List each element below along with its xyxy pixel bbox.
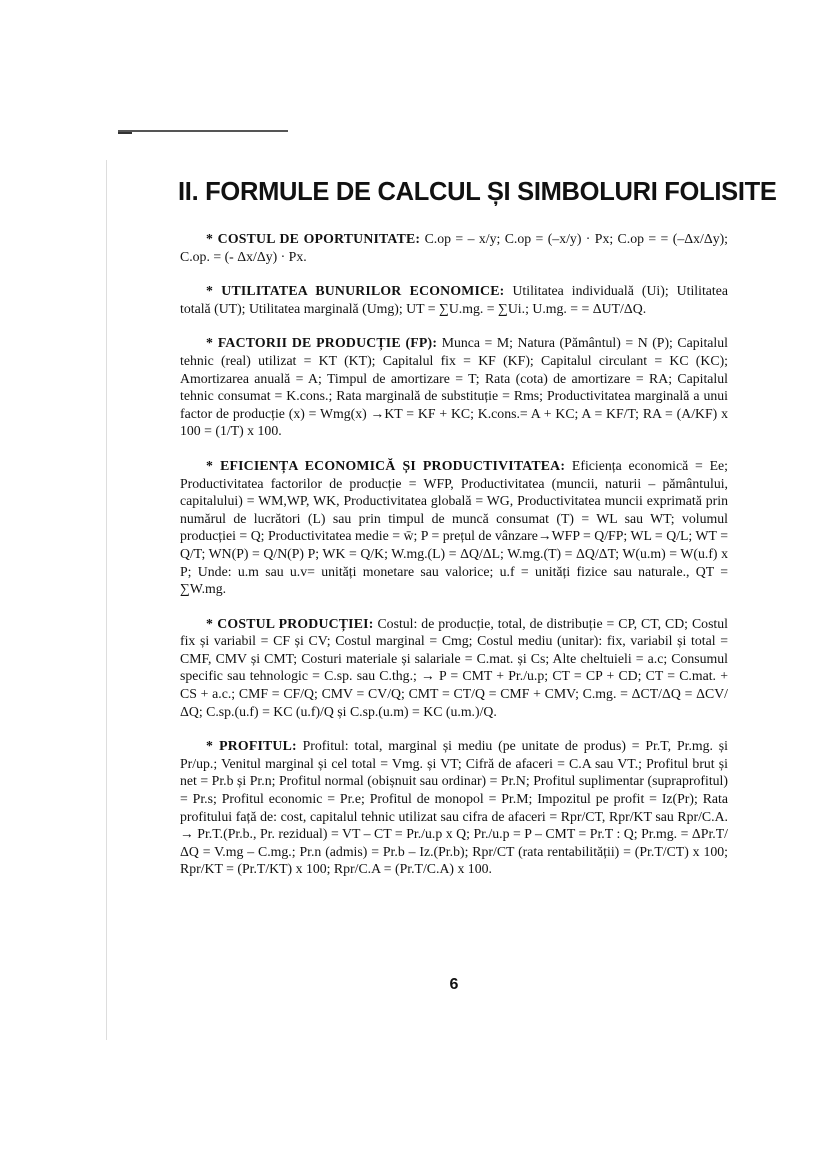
section-text: Munca = M; Natura (Pământul) = N (P); Capitalul tehnic (real) utilizat = KT (KT); Capitalul fix = KF (KF); Capitalul circulant = KC (KC); Amortizarea anuală = A; Timpul de amortizare = T; Rata (cota) de amortizare = RA; Capitalul tehnic consumat = K.cons.; Rata marginală de substituție = Rms; Productivitatea marginală a unui factor de producție (x) = Wmg(x) →KT = KF + KC; K.cons.= A + KC; A = KF/T; RA = (A/KF) x 100 = (1/T) x 100.: [180, 335, 728, 439]
section-heading: * COSTUL DE OPORTUNITATE:: [206, 231, 421, 246]
page-number: 6: [449, 976, 459, 993]
section-text: Eficiența economică = Ee; Productivitatea factorilor de producție = WFP, Productivitatea (muncii, naturii – pământului, capitalului) = WM,WP, WK, Productivitatea globală = WG, Productivitatea muncii exprimată prin numărul de lucrători (L) sau prin timpul de muncă consumat (T) = WL sau WT; volumul producției = Q; Productivitatea medie = w̄; P = prețul de vânzare→WFP = Q/FP; WL = Q/L; WT = Q/T; WN(P) = Q/N(P) P; WK = Q/K; W.mg.(L) = ΔQ/ΔL; W.mg.(T) = ΔQ/ΔT; W(u.m) = W(u.f) x P; Unde: u.m sau u.v= unități monetare sau valorice; u.f = unități fizice sau naturale., QT = ∑W.mg.: [180, 457, 729, 597]
scan-edge-mark: [118, 130, 288, 132]
section-heading: * PROFITUL:: [206, 738, 297, 754]
section-text: Costul: de producție, total, de distribuție = CP, CT, CD; Costul fix și variabil = CF și CV; Costul marginal = Cmg; Costul mediu (unitar): fix, variabil și total = CMF, CMV și CMT; Costuri materiale și salariale = C.mat. și Cs; Alte cheltuieli = a.c; Consumul specific sau tehnologic = C.sp. sau C.thg.; → P = CMT + Pr./u.p; CT = CP + CD; CT = C.mat. + CS + a.c.; CMF = CF/Q; CMV = CV/Q; CMT = CT/Q = CMF + CMV; C.mg. = ΔCT/ΔQ = ΔCV/ΔQ; C.sp.(u.f) = KC (u.f)/Q și C.sp.(u.m) = KC (u.m.)/Q.: [180, 615, 729, 719]
section-heading: * FACTORII DE PRODUCȚIE (FP):: [206, 335, 438, 351]
section-efficiency: [180, 457, 728, 598]
document-body: [180, 230, 728, 895]
section-text: C.op = – x/y; C.op = (–x/y) · Px; C.op = = (–Δx/Δy); C.op. = (- Δx/Δy) · Px.: [180, 231, 729, 264]
section-text: Profitul: total, marginal și mediu (pe unitate de produs) = Pr.T, Pr.mg. și Pr/up.; Venitul marginal și cel total = Vmg. și VT; Cifră de afaceri = C.A sau VT.; Profitul brut și net = Pr.b și Pr.n; Profitul normal (obișnuit sau ordinar) = Pr.N; Profitul suplimentar (supraprofitul) = Pr.s; Profitul economic = Pr.e; Profitul de monopol = Pr.M; Impozitul pe profit = Iz(Pr); Rata profitului față de: cost, capitalul tehnic utilizat sau cifra de afaceri = Rpr/CT, Rpr/KT sau Rpr/C.A. → Pr.T.(Pr.b., Pr. rezidual) = VT – CT = Pr./u.p x Q; Pr./u.p = P – CMT = Pr.T : Q; Pr.mg. = ΔPr.T/ΔQ = V.mg – C.mg.; Pr.n (admis) = Pr.b – Iz.(Pr.b); Rpr/CT (rata rentabilității) = (Pr.T/CT) x 100; Rpr/KT = (Pr.T/KT) x 100; Rpr/C.A = (Pr.T/C.A) x 100.: [180, 738, 728, 877]
page-edge-line: [106, 160, 107, 1040]
page-title: II. FORMULE DE CALCUL ȘI SIMBOLURI FOLISITE: [178, 178, 777, 206]
section-heading: * EFICIENȚA ECONOMICĂ ȘI PRODUCTIVITATEA:: [206, 457, 566, 473]
section-opportunity-cost: [180, 230, 728, 265]
section-utility: [180, 282, 728, 317]
section-text: Utilitatea individuală (Ui); Utilitatea totală (UT); Utilitatea marginală (Umg); UT = ∑U.mg. = ∑Ui.; U.mg. = = ΔUT/ΔQ.: [180, 283, 729, 316]
section-production-factors: [180, 334, 728, 440]
section-heading: * COSTUL PRODUCȚIEI:: [206, 615, 374, 631]
section-heading: * UTILITATEA BUNURILOR ECONOMICE:: [206, 283, 505, 299]
section-profit: [180, 737, 728, 878]
section-production-cost: [180, 615, 728, 721]
